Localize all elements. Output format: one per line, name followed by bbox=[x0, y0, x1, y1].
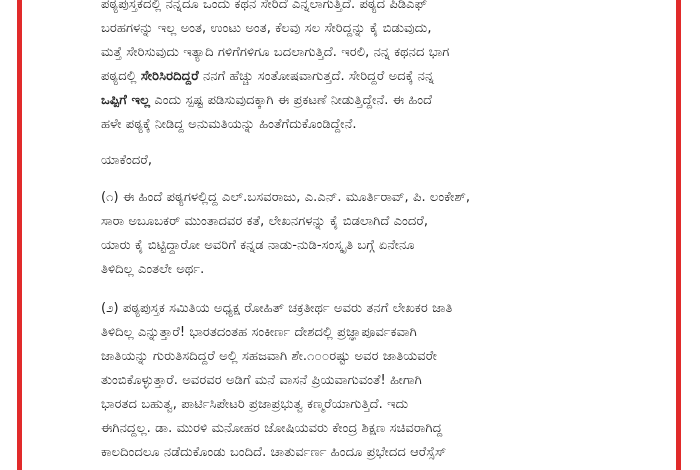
text-line: ತಿಳಿದಿಲ್ಲ ಎಂತಲೇ ಅರ್ಥ. bbox=[101, 262, 205, 277]
text-line: ಜಾತಿಯನ್ನು ಗುರುತಿಸದಿದ್ದರೆ ಅಲ್ಲಿ ಸಹಜವಾಗಿ ಶೇ.೧೦೦ರಷ್ಟು ಅವರ ಜಾತಿಯವರೇ bbox=[101, 349, 437, 364]
text-run: ಎಂದು ಸ್ಪಷ್ಟ ಪಡಿಸುವುದಕ್ಕಾಗಿ ಈ ಪ್ರಕಟಣೆ ನೀಡುತ್ತಿದ್ದೇನೆ. ಈ ಹಿಂದೆ bbox=[150, 93, 433, 108]
text-line: ಹಳೇ ಪಠ್ಯಕ್ಕೆ ನೀಡಿದ್ದ ಅನುಮತಿಯನ್ನು ಹಿಂತೆಗೆದುಕೊಂಡಿದ್ದೇನೆ. bbox=[101, 117, 357, 132]
paragraph-point-2 bbox=[101, 297, 636, 465]
text-line: (೨) ಪಠ್ಯಪುಸ್ತಕ ಸಮಿತಿಯ ಅಧ್ಯಕ್ಷ ರೋಹಿತ್ ಚಕ್ರತೀರ್ಥ ಅವರು ತನಗೆ ಲೇಖಕರ ಜಾತಿ bbox=[101, 301, 453, 316]
text-line: ಸಾರಾ ಅಬೂಬಕರ್ ಮುಂತಾದವರ ಕತೆ, ಲೇಖನಗಳನ್ನು ಕೈ ಬಿಡಲಾಗಿದೆ ಎಂದರೆ, bbox=[101, 214, 429, 229]
text-line: ಪಠ್ಯಪುಸ್ತಕದಲ್ಲಿ ನನ್ನದೂ ಒಂದು ಕಥನ ಸೇರಿದೆ ಎನ್ನಲಾಗುತ್ತಿದೆ. ಪಠ್ಯದ ಪಿಡಿಎಫ್ bbox=[101, 0, 428, 12]
bold-text: ಒಪ್ಪಿಗೆ ಇಲ್ಲ bbox=[101, 93, 151, 108]
text-line: (೧) ಈ ಹಿಂದೆ ಪಠ್ಯಗಳಲ್ಲಿದ್ದ ಎಲ್.ಬಸವರಾಜು, ಎ.ಎನ್. ಮೂರ್ತಿರಾವ್, ಪಿ. ಲಂಕೇಶ್, bbox=[101, 190, 471, 205]
text-line bbox=[101, 89, 636, 113]
bold-text: ಸೇರಿಸಿರದಿದ್ದರೆ bbox=[140, 69, 199, 84]
text-line: ಭಾರತದ ಬಹುತ್ವ, ಪಾರ್ಟಿಸಿಪೇಟರಿ ಪ್ರಜಾಪ್ರಭುತ್ವ ಕಣ್ಮರೆಯಾಗುತ್ತಿದೆ. ಇದು bbox=[101, 397, 409, 412]
text-line: ಯಾಕೆಂದರೆ, bbox=[101, 153, 153, 168]
text-line: ಬರಹಗಳನ್ನು ಇಲ್ಲ ಅಂತ, ಉಂಟು ಅಂತ, ಕೆಲವು ಸಲ ಸೇರಿದ್ದನ್ನು ಕೈ ಬಿಡುವುದು, bbox=[101, 21, 432, 36]
paragraph-point-1 bbox=[101, 186, 636, 282]
text-line: ತಿಳಿದಿಲ್ಲ ಎನ್ನುತ್ತಾರೆ! ಭಾರತದಂತಹ ಸಂಕೀರ್ಣ ದೇಶದಲ್ಲಿ ಪ್ರಜ್ಞಾಪೂರ್ವಕವಾಗಿ bbox=[101, 325, 417, 340]
text-line: ತುಂಬಿಕೊಳ್ಳುತ್ತಾರೆ. ಅವರವರ ಅಡಿಗೆ ಮನೆ ವಾಸನೆ ಪ್ರಿಯವಾಗುವಂತೆ! ಹೀಗಾಗಿ bbox=[101, 373, 422, 388]
text-line bbox=[101, 65, 636, 89]
text-run: ನನಗೆ ಹೆಚ್ಚು ಸಂತೋಷವಾಗುತ್ತದೆ. ಸೇರಿದ್ದರೆ ಅದಕ್ಕೆ ನನ್ನ bbox=[198, 69, 435, 84]
text-line: ಈಗಿನದ್ದಲ್ಲ. ಡಾ. ಮುರಳಿ ಮನೋಹರ ಜೋಷಿಯವರು ಕೇಂದ್ರ ಶಿಕ್ಷಣ ಸಚಿವರಾಗಿದ್ದ bbox=[101, 421, 443, 436]
text-line: ಯಾರು ಕೈ ಬಿಟ್ಟಿದ್ದಾರೋ ಅವರಿಗೆ ಕನ್ನಡ ನಾಡು-ನುಡಿ-ಸಂಸ್ಕೃತಿ ಬಗ್ಗೆ ಏನೇನೂ bbox=[101, 238, 415, 253]
paragraph-intro bbox=[101, 0, 636, 137]
text-line: ಕಾಲದಿಂದಲೂ ನಡೆದುಕೊಂಡು ಬಂದಿದೆ. ಚಾತುರ್ವರ್ಣ ಹಿಂದೂ ಪ್ರಭೇದದ ಆರೆಸ್ಸೆಸ್ bbox=[101, 445, 447, 460]
text-run: ಪಠ್ಯದಲ್ಲಿ bbox=[101, 69, 141, 84]
document-page bbox=[22, 0, 676, 470]
text-line: ಮತ್ತೆ ಸೇರಿಸುವುದು ಇತ್ಯಾದಿ ಗಳಿಗೆಗಳಿಗೂ ಬದಲಾಗುತ್ತಿದೆ. ಇರಲಿ, ನನ್ನ ಕಥನದ ಭಾಗ bbox=[101, 45, 450, 60]
right-red-border bbox=[676, 0, 681, 470]
paragraph-because bbox=[101, 149, 636, 173]
